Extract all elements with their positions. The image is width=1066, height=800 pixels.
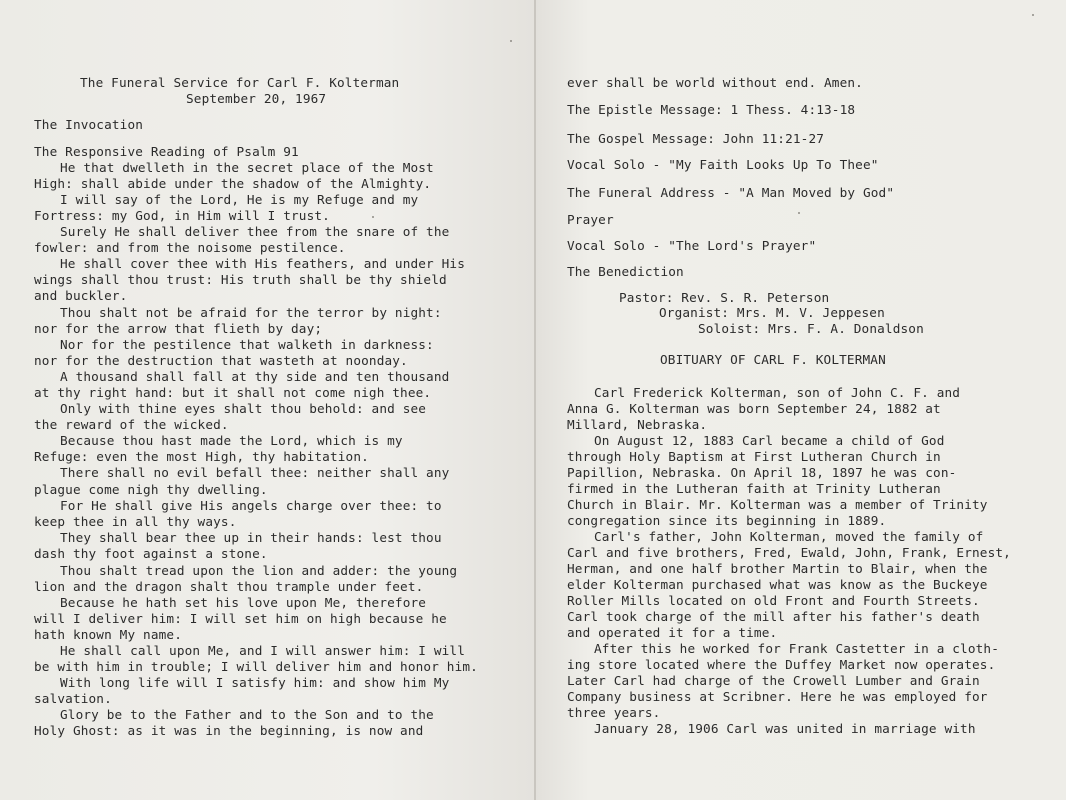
psalm-line: High: shall abide under the shadow of the Almighty. bbox=[34, 176, 432, 191]
psalm-line: Because thou hast made the Lord, which is my bbox=[60, 433, 403, 448]
psalm-line: Refuge: even the most High, thy habitation. bbox=[34, 449, 369, 464]
service-title: The Funeral Service for Carl F. Kolterman bbox=[80, 75, 400, 90]
order-line: The Epistle Message: 1 Thess. 4:13-18 bbox=[567, 102, 856, 117]
obituary-line: Carl and five brothers, Fred, Ewald, John, Frank, Ernest, bbox=[567, 545, 1011, 560]
psalm-line: wings shall thou trust: His truth shall be thy shield bbox=[34, 272, 447, 287]
psalm-line: salvation. bbox=[34, 691, 112, 706]
obituary-line: Herman, and one half brother Martin to Blair, when the bbox=[567, 561, 988, 576]
paper-speck bbox=[798, 212, 800, 214]
obituary-line: Church in Blair. Mr. Kolterman was a member of Trinity bbox=[567, 497, 988, 512]
obituary-line: through Holy Baptism at First Lutheran Church in bbox=[567, 449, 941, 464]
obituary-line: January 28, 1906 Carl was united in marriage with bbox=[594, 721, 976, 736]
psalm-line: He shall call upon Me, and I will answer him: I will bbox=[60, 643, 466, 658]
order-line: The Funeral Address - "A Man Moved by God" bbox=[567, 185, 895, 200]
psalm-line: keep thee in all thy ways. bbox=[34, 514, 237, 529]
psalm-heading: The Responsive Reading of Psalm 91 bbox=[34, 144, 299, 159]
obituary-heading: OBITUARY OF CARL F. KOLTERMAN bbox=[660, 352, 886, 367]
psalm-line: Fortress: my God, in Him will I trust. bbox=[34, 208, 330, 223]
paper-speck bbox=[510, 40, 512, 42]
psalm-line: A thousand shall fall at thy side and ten thousand bbox=[60, 369, 450, 384]
psalm-line: He that dwelleth in the secret place of the Most bbox=[60, 160, 434, 175]
paper-speck bbox=[372, 216, 374, 218]
psalm-line: hath known My name. bbox=[34, 627, 182, 642]
psalm-line: will I deliver him: I will set him on high because he bbox=[34, 611, 447, 626]
psalm-line: be with him in trouble; I will deliver him and honor him. bbox=[34, 659, 478, 674]
psalm-line: Holy Ghost: as it was in the beginning, is now and bbox=[34, 723, 424, 738]
psalm-line: and buckler. bbox=[34, 288, 128, 303]
obituary-line: After this he worked for Frank Castetter in a cloth- bbox=[594, 641, 1000, 656]
psalm-line: There shall no evil befall thee: neither shall any bbox=[60, 465, 450, 480]
psalm-line: at thy right hand: but it shall not come nigh thee. bbox=[34, 385, 432, 400]
psalm-line: Because he hath set his love upon Me, therefore bbox=[60, 595, 427, 610]
obituary-line: Later Carl had charge of the Crowell Lumber and Grain bbox=[567, 673, 980, 688]
psalm-line: dash thy foot against a stone. bbox=[34, 546, 268, 561]
psalm-line: plague come nigh thy dwelling. bbox=[34, 482, 268, 497]
officiant-pastor: Pastor: Rev. S. R. Peterson bbox=[619, 290, 830, 305]
order-line: Vocal Solo - "The Lord's Prayer" bbox=[567, 238, 817, 253]
psalm-line: the reward of the wicked. bbox=[34, 417, 229, 432]
psalm-line: I will say of the Lord, He is my Refuge and my bbox=[60, 192, 419, 207]
obituary-line: Carl Frederick Kolterman, son of John C. F. and bbox=[594, 385, 961, 400]
obituary-line: Carl's father, John Kolterman, moved the family of bbox=[594, 529, 984, 544]
obituary-line: On August 12, 1883 Carl became a child of God bbox=[594, 433, 945, 448]
psalm-line: Thou shalt tread upon the lion and adder: the young bbox=[60, 563, 458, 578]
order-line: ever shall be world without end. Amen. bbox=[567, 75, 863, 90]
obituary-line: ing store located where the Duffey Market now operates. bbox=[567, 657, 996, 672]
obituary-line: and operated it for a time. bbox=[567, 625, 778, 640]
obituary-line: firmed in the Lutheran faith at Trinity Lutheran bbox=[567, 481, 941, 496]
obituary-line: congregation since its beginning in 1889. bbox=[567, 513, 887, 528]
order-line: Vocal Solo - "My Faith Looks Up To Thee" bbox=[567, 157, 879, 172]
obituary-line: Papillion, Nebraska. On April 18, 1897 he was con- bbox=[567, 465, 957, 480]
obituary-line: Company business at Scribner. Here he was employed for bbox=[567, 689, 988, 704]
obituary-line: Millard, Nebraska. bbox=[567, 417, 708, 432]
paper-speck bbox=[1032, 14, 1034, 16]
obituary-line: Anna G. Kolterman was born September 24, 1882 at bbox=[567, 401, 941, 416]
psalm-line: Glory be to the Father and to the Son and to the bbox=[60, 707, 434, 722]
obituary-line: Carl took charge of the mill after his father's death bbox=[567, 609, 980, 624]
officiant-soloist: Soloist: Mrs. F. A. Donaldson bbox=[698, 321, 924, 336]
obituary-line: three years. bbox=[567, 705, 661, 720]
psalm-line: Only with thine eyes shalt thou behold: and see bbox=[60, 401, 427, 416]
psalm-line: lion and the dragon shalt thou trample under feet. bbox=[34, 579, 424, 594]
obituary-line: elder Kolterman purchased what was know as the Buckeye bbox=[567, 577, 988, 592]
psalm-line: With long life will I satisfy him: and show him My bbox=[60, 675, 450, 690]
psalm-line: They shall bear thee up in their hands: lest thou bbox=[60, 530, 442, 545]
order-line: Prayer bbox=[567, 212, 614, 227]
psalm-line: nor for the destruction that wasteth at noonday. bbox=[34, 353, 408, 368]
psalm-line: Surely He shall deliver thee from the snare of the bbox=[60, 224, 450, 239]
officiant-organist: Organist: Mrs. M. V. Jeppesen bbox=[659, 305, 885, 320]
order-line: The Benediction bbox=[567, 264, 684, 279]
obituary-line: Roller Mills located on old Front and Fourth Streets. bbox=[567, 593, 980, 608]
psalm-line: fowler: and from the noisome pestilence. bbox=[34, 240, 346, 255]
service-date: September 20, 1967 bbox=[186, 91, 327, 106]
right-page bbox=[536, 0, 1066, 800]
psalm-line: Thou shalt not be afraid for the terror by night: bbox=[60, 305, 442, 320]
psalm-line: Nor for the pestilence that walketh in darkness: bbox=[60, 337, 434, 352]
psalm-line: He shall cover thee with His feathers, and under His bbox=[60, 256, 466, 271]
psalm-line: For He shall give His angels charge over thee: to bbox=[60, 498, 442, 513]
invocation-heading: The Invocation bbox=[34, 117, 144, 132]
psalm-line: nor for the arrow that flieth by day; bbox=[34, 321, 323, 336]
order-line: The Gospel Message: John 11:21-27 bbox=[567, 131, 825, 146]
